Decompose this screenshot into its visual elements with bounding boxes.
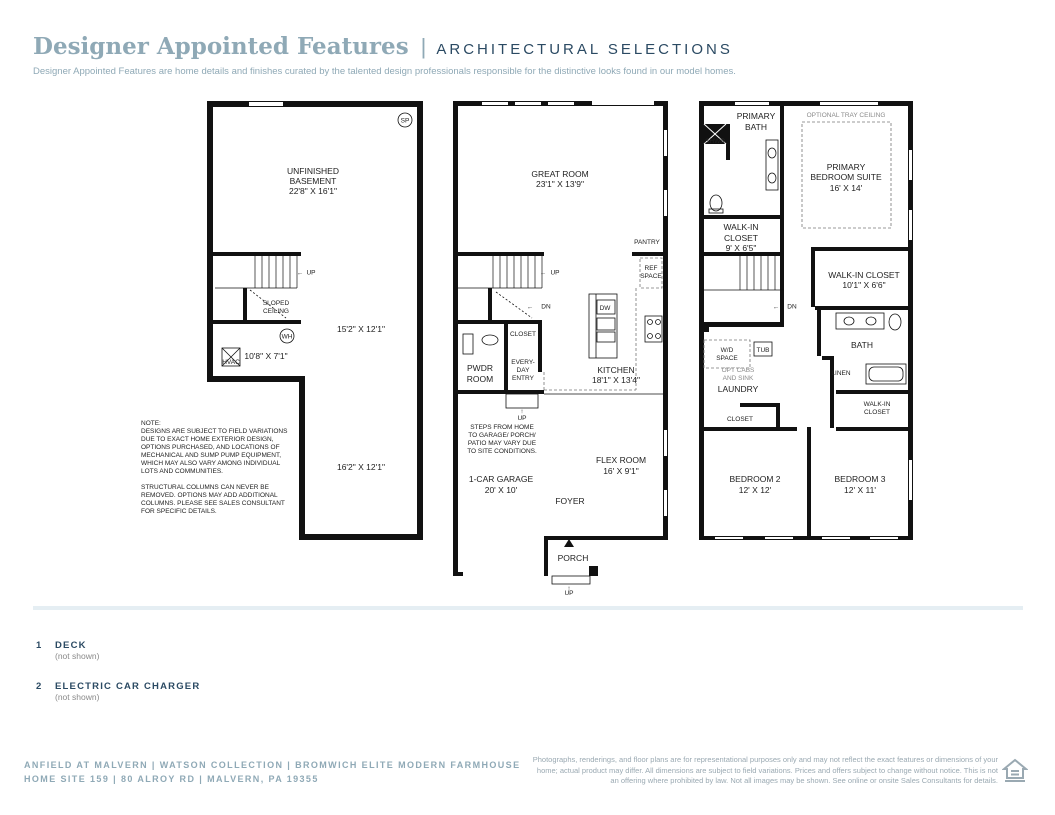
wd-space: [704, 340, 750, 368]
address-line: HOME SITE 159 | 80 ALROY RD | MALVERN, PA 19355: [24, 773, 319, 784]
wic-label: WALK-IN: [723, 222, 759, 232]
feature-name: DECK: [55, 640, 87, 651]
svg-text:DUE TO EXACT HOME EXTERIOR DES: DUE TO EXACT HOME EXTERIOR DESIGN,: [141, 436, 274, 443]
svg-text:UP: UP: [517, 415, 527, 422]
toilet: [709, 195, 723, 213]
svg-text:NOTE:: NOTE:: [141, 420, 161, 427]
great-room-label: GREAT ROOM: [531, 169, 589, 179]
unfinished-basement-label: UNFINISHED: [287, 166, 339, 176]
community-footer: [24, 759, 520, 786]
svg-text:←: ←: [526, 304, 534, 311]
kitchen-island: [589, 294, 617, 358]
laundry-label: LAUNDRY: [717, 384, 759, 394]
svg-text:SPACE: SPACE: [716, 355, 738, 362]
svg-text:←: ←: [539, 270, 547, 277]
wic-right-dim: 10'1" X 6'6": [842, 280, 886, 290]
primary-bath-label-2: BATH: [744, 122, 768, 132]
svg-text:↑: ↑: [520, 408, 524, 415]
title-separator: |: [420, 34, 427, 59]
flex-room-label: FLEX ROOM: [595, 455, 647, 465]
svg-text:COLUMNS. PLEASE SEE SALES CONS: COLUMNS. PLEASE SEE SALES CONSULTANT: [141, 500, 285, 507]
svg-text:OPT CABS: OPT CABS: [721, 367, 755, 374]
feature-number: 2: [36, 681, 42, 692]
sloped-label: SLOPED: [262, 300, 290, 307]
svg-text:FOR SPECIFIC DETAILS.: FOR SPECIFIC DETAILS.: [141, 508, 217, 515]
bedroom-3-dim: 12' X 11': [844, 485, 876, 495]
upper-stairs: [704, 256, 784, 290]
svg-text:EVERY-: EVERY-: [511, 359, 535, 366]
community-line: ANFIELD AT MALVERN | WATSON COLLECTION | BROMWICH ELITE MODERN FARMHOUSE: [24, 760, 521, 770]
kitchen-dim: 18'1" X 13'4": [591, 375, 641, 385]
svg-text:STRUCTURAL COLUMNS CAN NEVER B: STRUCTURAL COLUMNS CAN NEVER BE: [141, 484, 269, 491]
svg-text:WHICH MAY ALSO VARY AMONG INDI: WHICH MAY ALSO VARY AMONG INDIVIDUAL: [141, 460, 281, 467]
sp-label: SP: [400, 117, 410, 125]
svg-text:CLOSET: CLOSET: [863, 409, 891, 416]
disclaimer: Photographs, renderings, and floor plans are for representational purposes only and may not reflect the exact features or dimensions of your home; actual product may differ. All dimensions are subject to field variations. Prices and offers subject to change without notice. This is not an offering where prohibited by law. Not all images may be shown. See online or onsite Sales Consultants for details.: [532, 755, 998, 785]
page-title: Designer Appointed Features: [33, 33, 409, 60]
pwdr-label: PWDR: [467, 363, 493, 373]
page-subtitle: Designer Appointed Features are home details and finishes curated by the talented design professionals responsible for the distinctive looks found in our model homes.: [33, 66, 736, 77]
basement-plan: [141, 101, 423, 540]
section-title: ARCHITECTURAL SELECTIONS: [436, 41, 733, 58]
svg-text:W/D: W/D: [720, 347, 734, 354]
basement-dim-low: 16'2" X 12'1": [336, 462, 386, 472]
shwr-label: SHWR: [705, 138, 725, 145]
feature-note: (not shown): [55, 651, 100, 661]
svg-text:OPTIONS PURCHASED, AND LOCATIO: OPTIONS PURCHASED, AND LOCATIONS OF: [141, 444, 280, 451]
suite-dim: 16' X 14': [829, 183, 863, 193]
closet-label: CLOSET: [509, 331, 537, 338]
svg-text:PATIO MAY VARY DUE: PATIO MAY VARY DUE: [467, 440, 537, 447]
foyer-label: FOYER: [555, 496, 585, 506]
basement-dim-mid: 15'2" X 12'1": [336, 324, 386, 334]
equal-housing-icon: [1002, 758, 1028, 784]
flex-room-dim: 16' X 9'1": [603, 466, 639, 476]
wic-dim: 9' X 6'5": [725, 243, 757, 253]
svg-text:SPACE: SPACE: [640, 273, 662, 280]
hvac-label: HVAC: [222, 359, 240, 366]
bath-label: BATH: [850, 340, 874, 350]
powder-room-fixtures: [463, 334, 498, 354]
great-room-dim: 23'1" X 13'9": [535, 179, 585, 189]
linen-label: LINEN: [831, 370, 851, 377]
primary-bath-label: PRIMARY: [736, 111, 776, 121]
upper-floor-plan: [699, 101, 913, 540]
main-dn-label: DN: [541, 303, 551, 311]
svg-text:TO SITE CONDITIONS.: TO SITE CONDITIONS.: [467, 448, 537, 455]
upper-dn-label: DN: [787, 303, 797, 311]
svg-text:↑: ↑: [567, 585, 571, 592]
hvac-dim: 10'8" X 7'1": [244, 351, 288, 361]
svg-text:ENTRY: ENTRY: [512, 375, 534, 382]
svg-text:REMOVED. OPTIONS MAY ADD ADDIT: REMOVED. OPTIONS MAY ADD ADDITIONAL: [141, 492, 278, 499]
svg-text:MECHANICAL AND SUMP PUMP EQUIP: MECHANICAL AND SUMP PUMP EQUIPMENT,: [141, 452, 282, 459]
basement-note: [141, 420, 288, 515]
basement-up-arrow: ←: [296, 270, 304, 277]
svg-text:DESIGNS ARE SUBJECT TO FIELD V: DESIGNS ARE SUBJECT TO FIELD VARIATIONS: [141, 428, 288, 435]
porch-step: [552, 576, 590, 584]
svg-text:UP: UP: [564, 590, 574, 597]
ceiling-label: CEILING: [262, 308, 290, 315]
svg-text:TUB: TUB: [756, 347, 770, 354]
bedroom-3-label: BEDROOM 3: [834, 474, 886, 484]
svg-text:←: ←: [772, 304, 780, 311]
wic-right-label: WALK-IN CLOSET: [828, 270, 900, 280]
unfinished-basement-label-2: BASEMENT: [289, 176, 337, 186]
svg-text:AND SINK: AND SINK: [722, 375, 754, 382]
feature-name: ELECTRIC CAR CHARGER: [55, 681, 201, 692]
basement-up-label: UP: [306, 269, 316, 277]
garage-steps-note: [467, 424, 537, 455]
garage-steps: [506, 394, 538, 408]
main-floor-plan: [453, 101, 668, 597]
bedroom-2-label: BEDROOM 2: [729, 474, 781, 484]
bedroom-2-dim: 12' X 12': [738, 485, 772, 495]
svg-text:REF: REF: [644, 265, 658, 272]
svg-text:LOTS AND COMMUNITIES.: LOTS AND COMMUNITIES.: [141, 468, 223, 475]
svg-text:TO GARAGE/ PORCH/: TO GARAGE/ PORCH/: [468, 432, 536, 439]
garage-label: 1-CAR GARAGE: [468, 474, 534, 484]
porch-label: PORCH: [557, 553, 589, 563]
dw-label: DW: [599, 305, 611, 312]
unfinished-basement-dim: 22'8" X 16'1": [288, 186, 338, 196]
svg-text:DAY: DAY: [516, 367, 530, 374]
kitchen-label: KITCHEN: [597, 365, 635, 375]
wh-label: WH: [281, 333, 293, 341]
section-divider: [33, 606, 1023, 610]
suite-label-2: BEDROOM SUITE: [810, 172, 882, 182]
entry-marker: [564, 539, 574, 547]
svg-text:WALK-IN: WALK-IN: [863, 401, 891, 408]
svg-text:STEPS FROM HOME: STEPS FROM HOME: [470, 424, 534, 431]
feature-number: 1: [36, 640, 42, 651]
vanity: [766, 140, 778, 190]
pwdr-room-label: ROOM: [466, 374, 494, 384]
upper-closet-label: CLOSET: [726, 416, 754, 423]
suite-label: PRIMARY: [826, 162, 866, 172]
main-up-label: UP: [550, 269, 560, 277]
pantry-label: PANTRY: [634, 239, 660, 246]
garage-dim: 20' X 10': [484, 485, 518, 495]
feature-note: (not shown): [55, 692, 100, 702]
wic-label-2: CLOSET: [723, 233, 759, 243]
tray-ceiling-label: OPTIONAL TRAY CEILING: [806, 112, 886, 119]
